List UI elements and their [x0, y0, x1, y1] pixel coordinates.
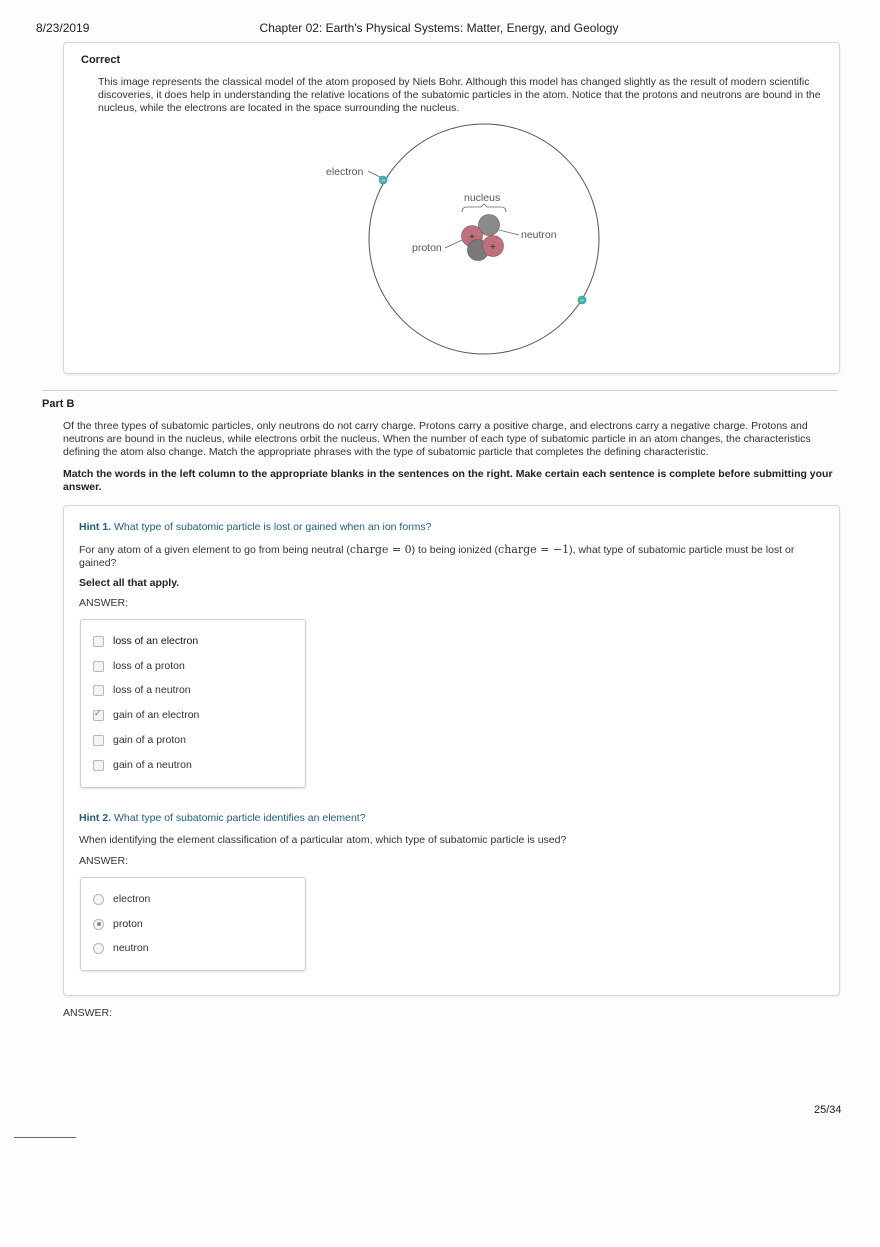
electron-orbit [369, 124, 599, 354]
hint-1-answer-box [80, 619, 306, 788]
footer-rule [14, 1137, 76, 1138]
hint-2-text: When identifying the element classification of a particular atom, which type of subatomic particle is used? [79, 834, 567, 846]
proton-leader-line [445, 240, 462, 248]
hint-2-title[interactable] [79, 812, 366, 824]
option-gain-proton[interactable]: gain of a proton [93, 733, 186, 747]
option-gain-neutron[interactable]: gain of a neutron [93, 758, 192, 772]
svg-text:+: + [489, 242, 497, 251]
part-b-heading: Part B [42, 398, 75, 410]
math-charge-ion: charge = −1 [498, 543, 570, 556]
correct-explanation: This image represents the classical model of the atom proposed by Niels Bohr. Although this model has changed slightly as the result of modern scientific discoveries, it does help in understanding the relative locations of the subatomic particles in the atom. Notice that the protons and neutrons are bound in the nucleus, while the electrons are located in the space surrounding the nucleus. [98, 76, 821, 114]
page-number: 25/34 [814, 1104, 842, 1116]
svg-text:−: − [380, 177, 386, 184]
nucleus-label: nucleus [464, 192, 501, 204]
option-gain-electron[interactable]: ✓ gain of an electron [93, 708, 199, 722]
svg-text:−: − [579, 297, 585, 304]
option-proton[interactable]: proton [93, 917, 143, 931]
correct-heading: Correct [81, 54, 121, 66]
checkbox[interactable] [93, 760, 104, 771]
hint-1-question: What type of subatomic particle is lost or gained when an ion forms? [114, 521, 432, 533]
option-electron[interactable]: electron [93, 892, 150, 906]
hint-2-answer-box [80, 877, 306, 971]
section-divider [42, 390, 838, 391]
option-loss-neutron[interactable]: loss of a neutron [93, 683, 191, 697]
radio-selected[interactable] [93, 919, 104, 930]
math-charge-neutral: charge = 0 [349, 543, 412, 556]
neutron-label: neutron [521, 229, 557, 241]
option-neutron[interactable]: neutron [93, 941, 149, 955]
print-date: 8/23/2019 [36, 21, 90, 35]
part-b-answer-label: ANSWER: [63, 1007, 113, 1019]
hint-2-answer-label: ANSWER: [79, 855, 129, 867]
page-header [36, 21, 842, 37]
radio[interactable] [93, 943, 104, 954]
part-b-description: Of the three types of subatomic particles, only neutrons do not carry charge. Protons carry a positive charge, and electrons carry a negative charge. Protons and neutrons are bound in the nucleus, while electrons orbit the nucleus. When the number of each type of subatomic particle in an atom changes, the characteristics defining the atom also change. Match the appropriate phrases with the type of subatomic particle that completes the defining characteristic. [63, 420, 811, 458]
neutron-leader-line [499, 230, 519, 235]
nucleus-bracket [462, 204, 506, 212]
checkbox-checked[interactable] [93, 710, 104, 721]
hint-1-text: For any atom of a given element to go from being neutral (charge = 0) to being ionized (charge = −1), what type of subatomic particle must be lost or gained? [79, 543, 795, 569]
hints-card [63, 505, 840, 996]
electron-label: electron [326, 166, 364, 178]
correct-feedback-card [63, 42, 840, 374]
part-b-instruction: Match the words in the left column to the appropriate blanks in the sentences on the right. Make certain each sentence is complete before submitting your answer. [63, 468, 833, 493]
hint-1-answer-label: ANSWER: [79, 597, 129, 609]
svg-text:+: + [468, 232, 476, 241]
page-title: Chapter 02: Earth's Physical Systems: Matter, Energy, and Geology [259, 21, 619, 35]
bohr-atom-diagram [326, 118, 614, 358]
hint-2-question: What type of subatomic particle identifies an element? [114, 812, 366, 824]
select-all-note: Select all that apply. [79, 577, 180, 589]
option-loss-proton[interactable]: loss of a proton [93, 659, 185, 673]
proton-label: proton [412, 242, 442, 254]
checkbox[interactable] [93, 685, 104, 696]
hint-2-label: Hint 2. [79, 812, 112, 824]
hint-1-label: Hint 1. [79, 521, 112, 533]
option-loss-electron[interactable]: loss of an electron [93, 634, 198, 648]
checkbox[interactable] [93, 636, 104, 647]
hint-1-title[interactable] [79, 521, 432, 533]
checkbox[interactable] [93, 661, 104, 672]
checkbox[interactable] [93, 735, 104, 746]
radio[interactable] [93, 894, 104, 905]
